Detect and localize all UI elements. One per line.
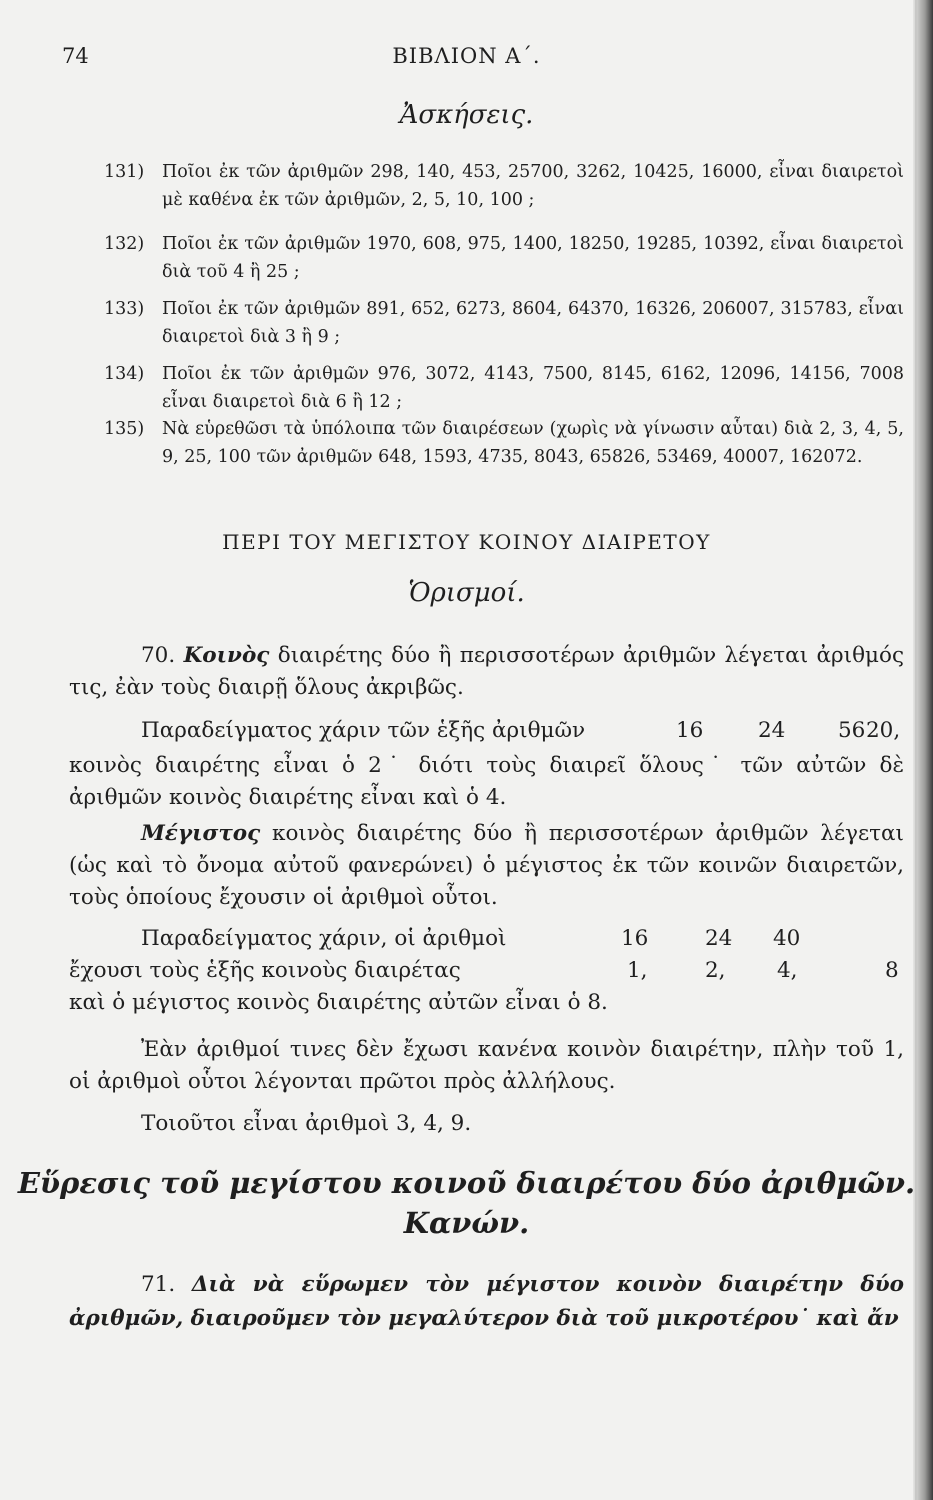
example-label: Παραδείγματος χάριν τῶν ἑξῆς ἀριθμῶν — [141, 718, 586, 743]
finding-title: Εὕρεσις τοῦ μεγίστου κοινοῦ διαιρέτου δύο ἀριθμῶν. — [17, 1166, 916, 1200]
running-title: ΒΙΒΛΙΟΝ Α΄. — [392, 44, 541, 68]
exercise-text: Ποῖοι ἐκ τῶν ἀριθμῶν 1970, 608, 975, 1400, 18250, 19285, 10392, εἶναι διαιρετοὶ διὰ τοῦ 4 ἢ 25 ; — [162, 234, 904, 282]
page-edge-line — [915, 0, 917, 1500]
paragraph-number: 70. — [141, 643, 176, 668]
exercise-text: Ποῖοι ἐκ τῶν ἀριθμῶν 298, 140, 453, 25700, 3262, 10425, 16000, εἶναι διαιρετοὶ μὲ καθένα ἐκ τῶν ἀριθμῶν, 2, 5, 10, 100 ; — [162, 162, 904, 210]
example2-row — [69, 926, 904, 958]
exercise-item — [104, 360, 904, 416]
exercise-number: 134) — [104, 364, 145, 384]
divisors-label: ἔχουσι τοὺς ἑξῆς κοινοὺς διαιρέτας — [69, 958, 461, 983]
paragraph-number: 71. — [141, 1272, 176, 1297]
greatest-definition — [69, 818, 904, 914]
exercise-number: 131) — [104, 162, 145, 182]
example2-conclusion-row — [69, 990, 904, 1022]
rule-heading: Κανών. — [403, 1206, 530, 1240]
exercise-item — [104, 295, 904, 351]
example1-rest: κοινὸς διαιρέτης εἶναι ὁ 2˙ διότι τοὺς διαιρεῖ ὅλους˙ τῶν αὐτῶν δὲ ἀριθμῶν κοινὸς διαιρέτης εἶναι καὶ ὁ 4. — [69, 753, 904, 810]
exercise-item — [104, 415, 904, 471]
example-number: 24 — [758, 718, 786, 743]
coprime-definition: Ἐὰν ἀριθμοί τινες δὲν ἔχωσι κανένα κοινὸν διαιρέτην, πλὴν τοῦ 1, οἱ ἀριθμοὶ οὗτοι λέγονται πρῶτοι πρὸς ἀλλήλους. — [69, 1037, 904, 1094]
coprime-example: Τοιοῦτοι εἶναι ἀριθμοὶ 3, 4, 9. — [141, 1111, 472, 1136]
exercise-number: 132) — [104, 234, 145, 254]
divisor-value: 4, — [777, 958, 798, 983]
divisor-value: 2, — [705, 958, 726, 983]
example1-row — [69, 718, 904, 750]
paragraph-text: διαιρέτης δύο ἢ περισσοτέρων ἀριθμῶν λέγεται ἀριθμός τις, ἐὰν τοὺς διαιρῇ ὅλους ἀκριβῶς. — [69, 643, 905, 700]
divisor-value: 8 — [885, 958, 899, 983]
exercise-item — [104, 230, 904, 286]
paragraph-70 — [69, 640, 904, 704]
example-number: 24 — [705, 926, 733, 951]
example-conclusion: καὶ ὁ μέγιστος κοινὸς διαιρέτης αὐτῶν εἶναι ὁ 8. — [69, 990, 608, 1015]
divisor-value: 1, — [627, 958, 648, 983]
page-number: 74 — [62, 44, 89, 68]
exercise-text: Ποῖοι ἐκ τῶν ἀριθμῶν 891, 652, 6273, 8604, 64370, 16326, 206007, 315783, εἶναι διαιρετοὶ διὰ 3 ἢ 9 ; — [162, 299, 904, 347]
example-number: 56 — [838, 718, 866, 743]
section-title: ΠΕΡΙ ΤΟΥ ΜΕΓΙΣΤΟΥ ΚΟΙΝΟΥ ΔΙΑΙΡΕΤΟΥ — [222, 530, 711, 554]
example-number: 16 — [621, 926, 649, 951]
exercise-text: Ποῖοι ἐκ τῶν ἀριθμῶν 976, 3072, 4143, 7500, 8145, 6162, 12096, 14156, 7008 εἶναι διαιρετοὶ διὰ 6 ἢ 12 ; — [162, 364, 904, 412]
example-number: 20, — [866, 718, 901, 743]
rule-text: Διὰ νὰ εὕρωμεν τὸν μέγιστον κοινὸν διαιρέτην δύο ἀριθμῶν, διαιροῦμεν τὸν μεγαλύτερον διὰ τοῦ μικροτέρου˙ καὶ ἄν — [69, 1272, 904, 1331]
divisors-row — [69, 958, 904, 990]
paragraph-text: κοινὸς διαιρέτης δύο ἢ περισσοτέρων ἀριθμῶν λέγεται (ὡς καὶ τὸ ὄνομα αὐτοῦ φανερώνει) ὁ μέγιστος ἐκ τῶν κοινῶν διαιρετῶν, τοὺς ὁποίους ἔχουσιν οἱ ἀριθμοὶ οὗτοι. — [69, 821, 904, 910]
example-label: Παραδείγματος χάριν, οἱ ἀριθμοὶ — [141, 926, 507, 951]
exercise-number: 135) — [104, 419, 145, 439]
example-number: 40 — [773, 926, 801, 951]
defined-term: Μέγιστος — [141, 821, 261, 846]
exercise-item — [104, 158, 904, 214]
exercise-text: Νὰ εὑρεθῶσι τὰ ὑπόλοιπα τῶν διαιρέσεων (χωρὶς νὰ γίνωσιν αὗται) διὰ 2, 3, 4, 5, 9, 25, 100 τῶν ἀριθμῶν 648, 1593, 4735, 8043, 65826, 53469, 40007, 162072. — [162, 419, 904, 467]
exercises-heading: Ἀσκήσεις. — [399, 100, 534, 130]
defined-term: Κοινὸς — [183, 643, 270, 668]
exercise-number: 133) — [104, 299, 145, 319]
definitions-heading: Ὁρισμοί. — [408, 578, 525, 608]
example-number: 16 — [676, 718, 704, 743]
paragraph-71 — [69, 1268, 904, 1336]
